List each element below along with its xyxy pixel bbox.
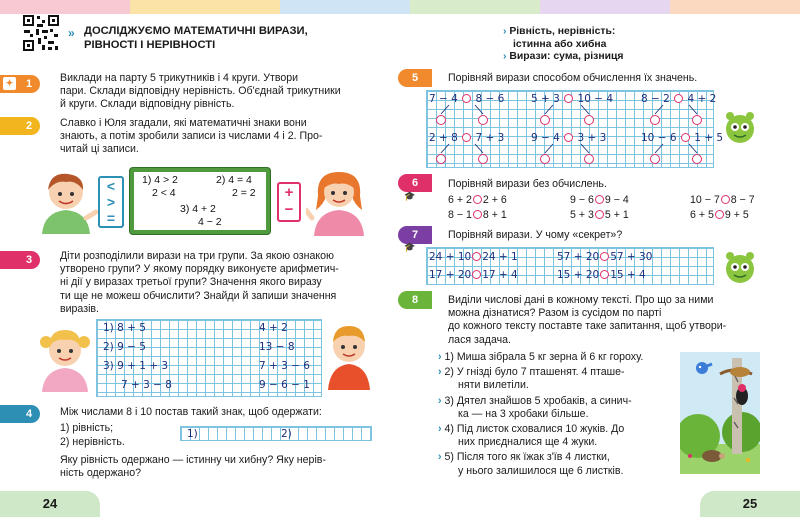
text-line: до кожного тексту поставте таке запитання, щоб утвори- [448,320,727,333]
text-line: виразів. [60,302,99,315]
task6-text: Порівняй вирази без обчислень. [448,178,607,190]
boy-illustration [36,168,98,234]
text-line: Яку рівність одержано — істинну чи хибну? Яку нерів- [60,454,326,466]
chevron-icon: › [503,51,510,63]
chevron-icon: › [438,423,445,436]
text-line: Славко і Юля згадали, які математичні знаки вони [60,117,307,129]
text-line: ні дії у виразах третьої групи? Значення якого виразу [60,276,322,289]
handwritten-expression: 2) 9 − 5 [103,341,146,353]
task-number-text: 6 [411,177,419,189]
task-number-1 [0,75,40,93]
task4-question [60,454,382,480]
board-record: 2 = 2 [232,187,256,199]
page-number: 25 [742,496,758,511]
expression: 8 − 1 [448,209,472,221]
handwritten-expression: 1) 8 + 5 [103,322,146,334]
topic-text: Вирази: сума, різниця [509,51,624,63]
expression: 57 + 20 [557,251,600,263]
text-line: знають, а потім зробили записи із числами 4 і 2. Про- [60,130,323,143]
sign-symbol: > [106,194,116,210]
expression: 24 + 10 [429,251,472,263]
task-number-text: 2 [25,120,33,132]
topics-box [503,26,623,64]
chevron-icon: › [438,451,445,464]
task5-text: Порівняй вирази способом обчислення їх значень. [448,72,698,84]
forest-animals-illustration [680,352,760,474]
sign-symbol: < [106,178,116,194]
expression: 4 + 2 [687,93,717,105]
expression: 9 + 5 [724,209,749,221]
text-line: лася задача. [448,333,511,346]
board-record: 3) 4 + 2 [180,203,216,215]
list-item-continued: ка — на 3 хробаки більше. [458,407,589,420]
compare-circle[interactable] [721,195,730,204]
expression: 17 + 4 [482,269,518,281]
compare-circle[interactable] [595,210,604,219]
expression: 7 + 3 [475,132,505,144]
math-signs-card [98,176,124,228]
sign-symbol: = [106,210,116,226]
task-number-text: 4 [25,408,33,420]
task-number-3 [0,251,40,269]
task-number-6 [398,174,432,192]
graduation-cap-icon: 🎓 [404,191,416,201]
list-item: 3) Дятел знайшов 5 хробаків, а синич- [444,394,632,407]
task7-grid [426,247,714,285]
expression: 8 − 2 [641,93,670,105]
top-band-pink [0,0,130,14]
task-number-text: 3 [25,254,33,266]
expression: 5 + 3 [570,209,594,221]
page-number-right [700,491,800,517]
task1-text [60,72,382,112]
expression: 8 − 7 [730,194,755,206]
expression: 9 − 4 [604,194,629,206]
task-number-text: 8 [411,294,419,306]
text-line: читай ці записи. [60,143,139,156]
board-record: 1) 4 > 2 [142,174,178,186]
handwritten-expression: 7 + 3 − 8 [121,379,172,391]
task3-grid [96,319,322,397]
task-number-5 [398,69,432,87]
task4-option: 1) рівність; [60,422,114,434]
expression: 1 + 5 [694,132,724,144]
text-line: Діти розподілили вирази на три групи. За якою ознакою [60,250,334,262]
chevron-icon: › [438,351,445,363]
page-number: 24 [42,496,58,511]
list-item-continued: них приєдналися ще 4 жуки. [458,436,598,449]
task4-intro: Між числами 8 і 10 постав такий знак, щоб одержати: [60,406,322,418]
handwritten-expression: 4 + 2 [259,322,288,334]
expression: 7 − 4 [429,93,458,105]
expression: 8 − 6 [475,93,505,105]
board-record: 2 < 4 [152,187,176,199]
top-band-peach [670,0,800,14]
list-item-continued: няти вилетіли. [458,379,529,392]
expression: 8 + 1 [482,209,507,221]
task-number-text: 7 [411,229,419,241]
expression: 15 + 20 [557,269,600,281]
task-number-4 [0,405,40,423]
expression: 57 + 30 [610,251,653,263]
top-band-yellow [130,0,280,14]
task8-list [438,351,678,478]
task-number-8 [398,291,432,309]
board-record: 4 − 2 [198,216,222,228]
chevron-icon: › [438,366,445,379]
task2-text [60,117,382,157]
text-line: й круги. Склади відповідну рівність. [60,98,235,111]
handwritten-expression: 9 − 6 − 1 [259,379,310,391]
task-number-text: 5 [411,72,419,84]
text-line: Виклади на парту 5 трикутників і 4 круги. Утвори [60,72,299,84]
compare-circle[interactable] [715,210,724,219]
page-title-line: РІВНОСТІ І НЕРІВНОСТІ [84,38,216,51]
topic-text: Рівність, нерівність: [509,26,616,37]
green-creature-mascot [722,250,758,284]
compare-circle[interactable] [473,195,482,204]
compare-circle[interactable] [600,270,609,279]
compare-circle[interactable] [473,210,482,219]
handwritten-answer: 2) [281,428,292,440]
result-arrows-diagram [427,91,715,169]
graduation-cap-icon: 🎓 [404,242,416,252]
girl-illustration [306,166,372,236]
expression: 3 + 3 [577,132,607,144]
compare-circle[interactable] [472,252,481,261]
chalkboard [130,168,270,234]
list-item: 4) Під листок сховалися 10 жуків. До [444,423,625,436]
expression: 5 + 3 [531,93,560,105]
task4-grid [180,426,372,441]
page-number-left [0,491,100,517]
top-band-green [410,0,540,14]
handwritten-expression: 3) 9 + 1 + 3 [103,360,169,372]
text-line: пари. Склади відповідну нерівність. Об'єднай трикутники [60,85,341,98]
task-number-2 [0,117,40,135]
chevron-icon: › [438,394,445,407]
task-number-text: 1 [25,78,33,90]
expression: 15 + 4 [610,269,646,281]
green-creature-mascot [722,110,758,144]
board-record: 2) 4 = 4 [216,174,252,186]
boy-2-illustration [324,318,374,390]
handwritten-expression: 13 − 8 [259,341,295,353]
topic-text: істинна або хибна [513,38,607,50]
compare-circle[interactable] [600,252,609,261]
chevron-icon: › [503,26,510,37]
top-band-lilac [540,0,670,14]
page-title-line: ДОСЛІДЖУЄМО МАТЕМАТИЧНІ ВИРАЗИ, [84,25,308,37]
expression: 5 + 1 [604,209,629,221]
chevrons-icon: » [68,26,75,40]
plus-minus-card [277,182,301,222]
task8-text [448,294,778,347]
expression: 17 + 20 [429,269,472,281]
top-band-blue [280,0,410,14]
task5-grid [426,90,724,168]
girl-2-illustration [36,322,94,392]
task3-text [60,250,382,316]
expression: 10 − 4 [577,93,614,105]
expression: 9 − 6 [570,194,594,206]
text-line: можна дізнатися? Разом із сусідом по парті [448,307,662,320]
sign-symbol: + [284,184,294,201]
text-line: Виділи числові дані в кожному тексті. Про що за ними [448,294,714,306]
expression: 6 + 2 [448,194,472,206]
text-line: утворено групи? У якому порядку виконуєте арифметич- [60,263,339,276]
qr-code-icon [22,14,60,52]
handwritten-answer: 1) [187,428,198,440]
list-item: 2) У гнізді було 7 пташенят. 4 пташе- [444,366,625,379]
list-item-continued: у нього залишилося ще 6 листків. [458,464,624,477]
list-item: 5) Після того як їжак з'їв 4 листки, [444,451,610,464]
expression: 9 − 4 [531,132,560,144]
handwritten-expression: 7 + 3 − 6 [259,360,310,372]
list-item: 1) Миша зібрала 5 кг зерна й 6 кг гороху. [444,351,644,363]
expression: 2 + 6 [482,194,507,206]
compare-circle[interactable] [595,195,604,204]
expression: 2 + 8 [429,132,458,144]
task4-option: 2) нерівність. [60,436,125,448]
expression: 10 − 7 [690,194,720,206]
expression: 6 + 5 [690,209,714,221]
text-line: ність одержано? [60,467,142,480]
compare-circle[interactable] [472,270,481,279]
expression: 24 + 1 [482,251,518,263]
expression: 10 − 6 [641,132,677,144]
task7-text: Порівняй вирази. У чому «секрет»? [448,229,623,241]
sign-symbol: − [284,201,294,218]
pair-work-icon: ✦ [3,77,16,90]
text-line: ти ще не можеш обчислити? Знайди й запиши значення [60,289,337,302]
page-title [84,25,308,52]
